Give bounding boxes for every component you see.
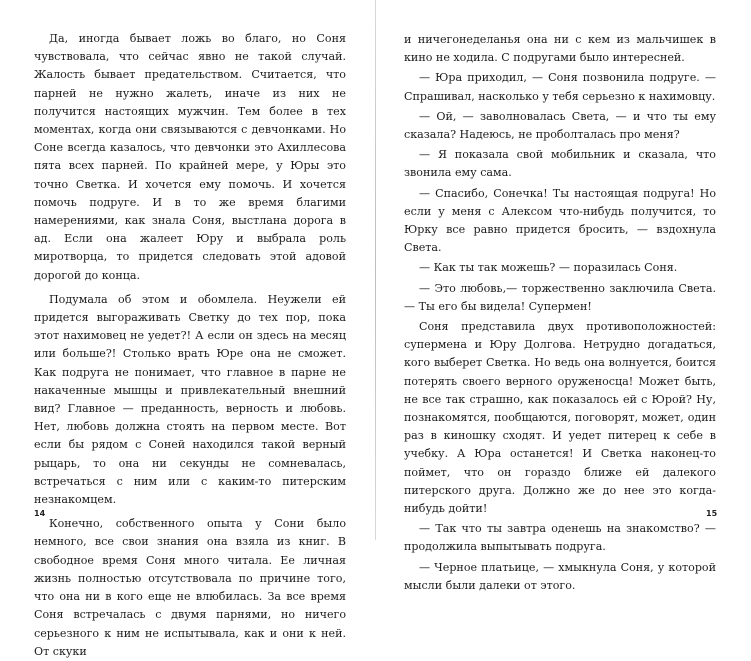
right-paragraph-3: — Ой, — заволновалась Света, — и что ты ему сказала? Надеюсь, не проболталась про меня? <box>404 109 716 142</box>
right-paragraph-10: — Черное платьице, — хмыкнула Соня, у которой мысли были далеки от этого. <box>404 560 716 592</box>
left-text-column <box>34 30 346 661</box>
left-page-number: 14 <box>34 509 46 518</box>
left-paragraph-1: Да, иногда бывает ложь во благо, но Соня чувствовала, что сейчас явно не такой случай. Жалость бывает предательством. Считается, что парней не нужно жалеть, иначе из них не получится настоящих мужчин. Тем более в тех моментах, когда они связываются с девчонками. Но Соне всегда казалось, что девчонки это Ахиллесова пята всех парней. По крайней мере, у Юры это точно Светка. И хочется ему помочь. И хочется помочь подруге. И в то же время благими намерениями, как знала Соня, выстлана дорога в ад. Если она жалеет Юру и выбрала роль миротворца, то придется следовать этой адовой дорогой до конца. <box>34 32 346 282</box>
right-paragraph-2: — Юра приходил, — Соня позвонила подруге. — Спрашивал, насколько у тебя серьезно к нахимовцу. <box>404 71 716 103</box>
right-paragraph-8: Соня представила двух противоположностей: супермена и Юру Долгова. Нетрудно догадаться, кого выберет Светка. Но ведь она волнуется, боится потерять своего верного оруженосца! Может быть, не все так страшно, как показалось ей с Юрой? Ну, познакомятся, пообщаются, поговорят, может, один раз в киношку сходят. И уедет питерец к себе в учебку. А Юра останется! И Светка наконец-то поймет, что он гораздо ближе ей далекого питерского друга. Должно же до нее это когда-нибудь дойти! <box>404 320 716 516</box>
right-paragraph-6: — Как ты так можешь? — поразилась Соня. <box>419 261 678 275</box>
right-page-number: 15 <box>706 509 718 518</box>
right-paragraph-4: — Я показала свой мобильник и сказала, что звонила ему сама. <box>404 148 716 180</box>
right-page <box>376 0 751 592</box>
right-text-column <box>404 31 716 595</box>
left-page <box>0 0 375 658</box>
right-paragraph-5: — Спасибо, Сонечка! Ты настоящая подруга! Но если у меня с Алексом что-нибудь получится, то Юрку все равно придется бросить, — вздохнула Света. <box>404 186 716 255</box>
right-paragraph-7: — Это любовь,— торжественно заключила Света. — Ты его бы видела! Супермен! <box>404 281 716 313</box>
right-paragraph-9: — Так что ты завтра оденешь на знакомство? — продолжила выпытывать подруга. <box>404 522 716 554</box>
right-paragraph-1: и ничегонеделанья она ни с кем из мальчишек в кино не ходила. С подругами было интересней. <box>404 33 716 65</box>
left-paragraph-3: Конечно, собственного опыта у Сони было немного, все свои знания она взяла из книг. В свободное время Соня много читала. Ее личная жизнь полностью отсутствовала по причине того, что она ни в кого еще не влюбилась. За все время Соня встречалась с двумя парнями, но ничего серьезного к ним не испытывала, как и они к ней. От скуки <box>34 517 346 658</box>
left-paragraph-2: Подумала об этом и обомлела. Неужели ей придется выгораживать Светку до тех пор, пока этот нахимовец не уедет?! А если он здесь на месяц или больше?! Столько врать Юре она не сможет. Как подруга не понимает, что главное в парне не накаченные мышцы и привлекательный внешний вид? Главное — преданность, верность и любовь. Нет, любовь должна стоять на первом месте. Вот если бы рядом с Соней находился такой верный рыцарь, то она ни секунды не сомневалась, встречаться с ним или с каким-то питерским незнакомцем. <box>34 292 346 507</box>
